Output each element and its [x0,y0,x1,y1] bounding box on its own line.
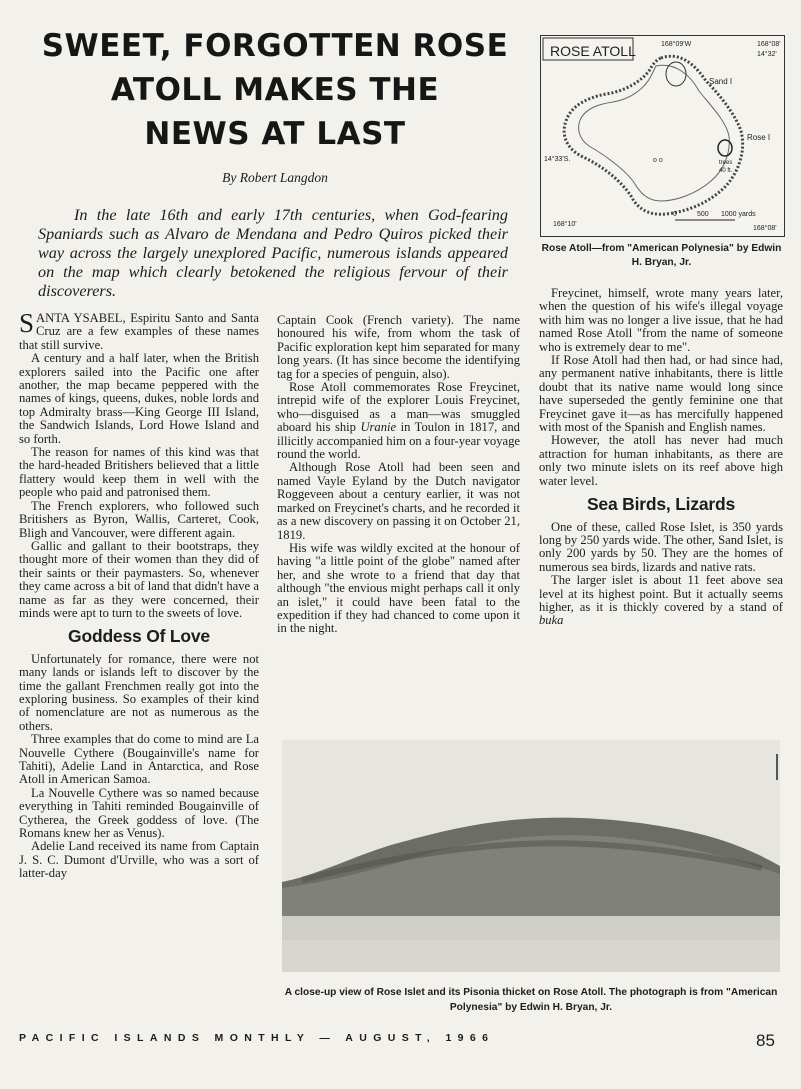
paragraph: Adelie Land received its name from Captain J. S. C. Dumont d'Urville, who was a sort of latter-day [19,839,259,881]
map-caption: Rose Atoll—from "American Polynesia" by Edwin H. Bryan, Jr. [541,243,782,268]
paragraph [19,308,259,352]
sand-islet [666,62,686,86]
atoll-map-drawing [541,36,784,236]
byline: By Robert Langdon [222,170,328,185]
paragraph: Gallic and gallant to their bootstraps, they thought more of their women than they did of their saints or their paymasters. So, whenever they came across a bit of land that didn't have a name as far as they were concerned, their minds were apt to turn to the sweets of love. [19,538,259,620]
lon-label-bottom-right: 168°08' [753,225,777,232]
paragraph: One of these, called Rose Islet, is 350 yards long by 250 yards wide. The other, Sand Islet, is only 200 yards by 50. They are the homes of numerous sea birds, lizards and native rats. [539,519,783,574]
title-line-2: ATOLL MAKES THE [110,72,440,108]
paragraph: La Nouvelle Cythere was so named because everything in Tahiti reminded Bougainville of Cytherea, the Greek goddess of love. (The Romans knew her as Venus). [19,785,259,841]
paragraph: The reason for names of this kind was that the hard-headed Britishers believed that a little flattery would keep them in well with the people who paid and patronised them. [19,445,259,500]
paragraph-text: Rose Atoll commemorates Rose Freycinet, intrepid wife of the explorer Louis Freycinet, who—disguised as a man—was smuggled aboard his ship [277,380,520,435]
paragraph: Freycinet, himself, wrote many years later, when the question of his wife's illegal voyage with him was no longer a live issue, that he had named Rose Atoll "from the name of someone who is extremely dear to me". [539,286,783,354]
scale-500: 500 [697,211,709,218]
trees-height-label: 40 ft. [719,168,733,174]
rose-islet [718,140,732,156]
ship-name: Uranie [360,420,397,435]
column-3 [539,287,783,628]
paragraph-text: ANTA YSABEL, Espiritu Santo and Santa Cruz are a few examples of these names that still survive. [19,311,259,352]
lon-label-bottom-left: 168°10' [553,221,577,228]
map-title: ROSE ATOLL [550,43,636,59]
title-line-1: SWEET, FORGOTTEN ROSE [41,28,509,64]
photo-caption: A close-up view of Rose Islet and its Pisonia thicket on Rose Atoll. The photograph is from "American Polynesia" by Edwin H. Bryan, Jr. [284,987,778,1013]
column-2 [277,314,520,636]
paragraph: Although Rose Atoll had been seen and named Vayle Eyland by the Dutch navigator Roggeveen about a century earlier, it was not marked on Freycinet's charts, and he recorded it as a new discovery on passing it on October 21, 1819. [277,460,520,542]
column-1 [19,308,259,881]
paragraph: Captain Cook (French variety). The name honoured his wife, from whom the task of Pacific exploration kept him separated for many long years. (It has since become the identifying tag for a species of penguin, also). [277,313,520,381]
photo-drawing [282,740,780,972]
paragraph [277,381,520,461]
page-number: 85 [756,1031,775,1050]
title-line-3: NEWS AT LAST [144,116,406,152]
scale-1000: 1000 yards [721,211,756,218]
trees-label: trees [719,160,733,166]
plant-name: buka [539,613,564,628]
paragraph-text: The larger islet is about 11 feet above sea level at its highest point. But it actually seems higher, as it is thickly covered by a stand of [539,573,783,614]
magazine-footer: PACIFIC ISLANDS MONTHLY — AUGUST, 1966 [19,1032,495,1044]
rose-atoll-map [540,35,785,237]
paragraph: The French explorers, who followed such Britishers as Byron, Wallis, Carteret, Cook, Bligh and Vancouver, were different again. [19,498,259,540]
rose-islet-photo [282,740,780,972]
rose-islet-label: Rose I [747,133,771,142]
paragraph [539,574,783,628]
paragraph: His wife was wildly excited at the honour of having "a little point of the globe" named after her, and she wrote to a friend that day that although "the envious might perhaps call it only an islet," it could have been fatal to the expedition if they had chanced to come upon it in the night. [277,540,520,636]
lagoon-outline [579,65,733,201]
sand-islet-label: Sand I [709,77,733,86]
paragraph: Three examples that do come to mind are La Nouvelle Cythere (Bougainville's name for Tahiti), Adelie Land in Antarctica, and Rose Atoll in American Samoa. [19,732,259,787]
section-heading-sea-birds: Sea Birds, Lizards [586,494,736,515]
paragraph: A century and a half later, when the British explorers sailed into the Pacific one after another, the map became peppered with the names of kings, queens, dukes, noble lords and top Admiralty brass—King George III Island, the Sandwich Islands, Lord Howe Island and so forth. [19,351,259,446]
lon-label-top-left: 168°09'W [661,41,692,48]
article-title [40,24,510,156]
paragraph: Unfortunately for romance, there were not many lands or islands left to discover by the time the gallant Frenchmen really got into the exploring business. So examples of their kind of nomenclature are not as numerous as the others. [19,651,259,733]
intro-paragraph: In the late 16th and early 17th centuries, when God-fearing Spaniards such as Alvaro de Mendana and Pedro Quiros picked their way across the largely unexplored Pacific, numerous islands appeared on the map which clearly betokened the religious fervour of their discoverers. [38,206,508,300]
drop-cap: S [19,308,35,338]
lat-label-left: 14°33'S. [544,156,571,163]
lat-label-top-right: 14°32' [757,51,777,58]
paragraph: However, the atoll has never had much attraction for human inhabitants, as there are only two minute islets on its reef above high water level. [539,433,783,488]
section-heading-goddess: Goddess Of Love [68,626,210,647]
scale-0: 0 [673,211,677,218]
paragraph: If Rose Atoll had then had, or had since had, any permanent native inhabitants, there is little doubt that its native name would long since have superseded the gently feminine one that Freycinet gave it—as has mercifully happened with most of the Spanish and English names. [539,353,783,435]
lon-label-top-right: 168°08' [757,41,781,48]
paragraph-text: in Toulon in 1817, and illicitly accompanied him on a four-year voyage round the world. [277,420,520,462]
lagoon-dots: o o [653,157,663,164]
